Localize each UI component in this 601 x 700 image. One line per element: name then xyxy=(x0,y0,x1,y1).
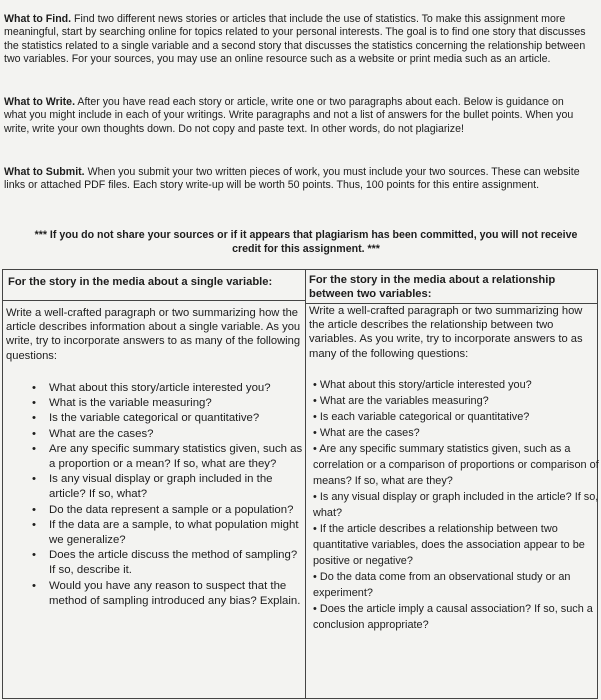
what-to-submit-text: When you submit your two written pieces of work, you must include your two sources. These can website links or attached PDF files. Each story write-up will be worth 50 points. Thus, 100 points for this entire assignment. xyxy=(4,166,580,192)
what-to-find-heading: What to Find. xyxy=(4,13,72,25)
list-item: • What are the variables measuring? xyxy=(313,395,489,407)
guidance-table xyxy=(2,269,598,699)
single-variable-header: For the story in the media about a single variable: xyxy=(8,276,273,288)
list-item: • Does the article imply a causal association? If so, such a conclusion appropriate? xyxy=(313,603,593,631)
what-to-find-paragraph xyxy=(4,13,589,67)
bullet-icon: • xyxy=(32,503,36,516)
plagiarism-notice: *** If you do not share your sources or if it appears that plagiarism has been committed, you will not receive credit for this assignment. *** xyxy=(34,229,578,255)
list-item: • Do the data come from an observational study or an experiment? xyxy=(313,571,571,599)
left-header-divider xyxy=(3,300,305,301)
list-item: • What is the variable measuring? xyxy=(3,396,303,411)
what-to-write-text: After you have read each story or article, write one or two paragraphs about each. Below is guidance on what you might include in each of your writings. Write paragraphs and not a list of answers for the bullet points. When you write, write your own thoughts down. Do not copy and paste text. In other words, do not plagiarize! xyxy=(4,96,574,135)
list-item: • Is any visual display or graph included in the article? If so, what? xyxy=(32,473,273,501)
what-to-submit-heading: What to Submit. xyxy=(4,166,85,178)
single-variable-intro: Write a well-crafted paragraph or two summarizing how the article describes information about a single variable. As you write, try to incorporate answers to as many of the following questions: xyxy=(6,307,301,362)
bullet-icon: • xyxy=(32,382,36,394)
column-divider xyxy=(305,270,306,698)
bullet-icon: • xyxy=(32,518,36,531)
list-item: • What are the cases? xyxy=(3,427,303,442)
list-item: • Would you have any reason to suspect that the method of sampling introduced any bias? Explain. xyxy=(32,579,301,607)
list-item: • What about this story/article interested you? xyxy=(313,379,532,391)
list-item: • What about this story/article interested you? xyxy=(3,381,303,396)
list-item: • Is any visual display or graph included in the article? If so, what? xyxy=(313,491,599,519)
list-item: • Is the variable categorical or quantitative? xyxy=(3,411,303,426)
bullet-icon: • xyxy=(32,442,36,455)
list-item: • Do the data represent a sample or a population? xyxy=(3,503,303,518)
list-item: • Are any specific summary statistics given, such as a proportion or a mean? If so, what are they? xyxy=(32,442,303,471)
two-variable-intro: Write a well-crafted paragraph or two summarizing how the article describes the relationship between two variables. As you write, try to incorporate answers to as many of the following questions: xyxy=(309,305,583,360)
bullet-icon: • xyxy=(32,412,36,425)
two-variable-questions xyxy=(313,377,599,633)
list-item: • Is each variable categorical or quantitative? xyxy=(313,411,530,423)
list-item: • If the article describes a relationship between two quantitative variables, does the association appear to be positive or negative? xyxy=(313,523,585,567)
list-item: • What are the cases? xyxy=(313,427,420,439)
list-item: • If the data are a sample, to what population might we generalize? xyxy=(32,518,299,547)
two-variable-header: For the story in the media about a relationship between two variables: xyxy=(309,274,556,301)
list-item: • Are any specific summary statistics given, such as a correlation or a comparison of proportions or comparison of means? If so, what are they? xyxy=(313,443,599,487)
bullet-icon: • xyxy=(32,397,36,410)
bullet-icon: • xyxy=(32,579,36,592)
what-to-submit-paragraph xyxy=(4,166,589,193)
what-to-write-paragraph xyxy=(4,96,589,136)
list-item: • Does the article discuss the method of sampling? If so, describe it. xyxy=(32,549,298,577)
bullet-icon: • xyxy=(32,549,36,562)
bullet-icon: • xyxy=(32,427,36,440)
bullet-icon: • xyxy=(32,473,36,486)
single-variable-questions xyxy=(3,381,303,609)
what-to-write-heading: What to Write. xyxy=(4,96,76,108)
what-to-find-text: Find two different news stories or articles that include the use of statistics. To make this assignment more meaningful, start by searching online for topics related to your personal interests. The goal is to find one story that discusses the statistics related to a single variable and a second story that discusses the statistics concerning the relationship between two variables. For your sources, you may use an online resource such as a website or print media such as an article. xyxy=(4,13,586,66)
